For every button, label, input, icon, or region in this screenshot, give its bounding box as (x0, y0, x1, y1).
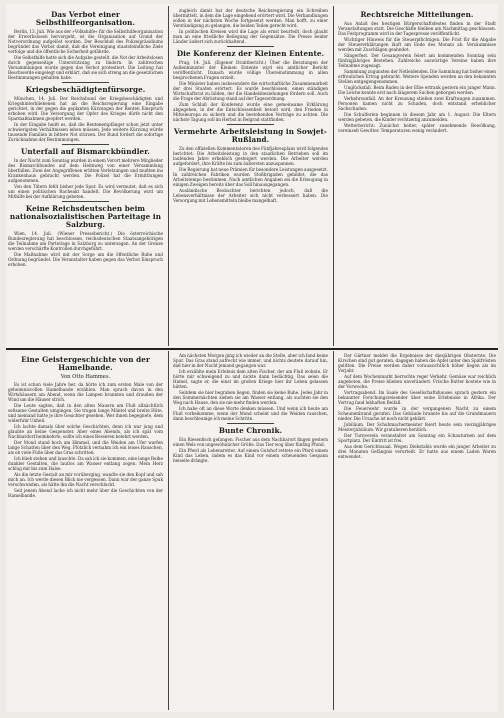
article-paragraph: Von den Tätern fehlt bisher jede Spur. Es wird vermutet, daß es sich um einen politischen Racheakt handelt. Die Bevölkerung wird um Mithilfe bei der Aufklärung gebeten. (8, 184, 163, 199)
article-separator (62, 201, 109, 202)
article-paragraph: Es ist schon viele Jahre her, da hörte ich zum ersten Male von der geheimnisvollen Hamelbande erzählen. Man sprach davon in den Wirtshäusern am Abend, wenn die Lampen brannten und draußen der Wind um die Häuser strich. (8, 382, 163, 402)
article-paragraph: Seit jenem Abend lache ich nicht mehr über die Geschichten von der Hamelbande. (8, 488, 163, 498)
article-separator (227, 423, 274, 424)
article-paragraph: Ausländische Beobachter berichten jedoch, daß die Lebensverhältnisse der Arbeiter sich nicht verbessert haben. Die Versorgung mit Lebensmitteln bleibe mangelhaft. (173, 188, 328, 203)
article-paragraph: Auf dem Wochenmarkt herrschte reger Verkehr. Gemüse war reichlich angeboten, die Preise blieben unverändert. Frische Butter kostete wie in der Vorwoche. (338, 374, 496, 389)
column-4 (8, 353, 163, 710)
article-paragraph: Zum Schluß der Konferenz wurde eine gemeinsame Erklärung abgegeben, in der die Entschlossenheit betont wird, den Frieden in Mitteleuropa zu sichern und die bestehenden Verträge zu achten. Die nächste Tagung soll im Herbst in Belgrad stattfinden. (173, 102, 328, 122)
column-divider (168, 351, 169, 710)
article-paragraph: Wien, 14. Juli. (Wiener Pressebericht.) Die österreichische Bundesregierung hat beschlossen, reichsdeutschen Staatsangehörigen die Teilnahme am Parteitage in Salzburg zu untersagen. An der Grenze werden verschärfte Kontrollen durchgeführt. (8, 231, 163, 251)
article-paragraph: Ich lachte damals über solche Geschichten, denn ich war jung und glaubte an keine Gespenster. Aber eines Abends, als ich spät vom Nachbardorf heimkehrte, sollte ich eines Besseren belehrt werden. (8, 424, 163, 439)
column-divider (333, 351, 334, 710)
article-paragraph: Ein Riesenfisch gefangen. Fischer aus dem Nachbarort fingen gestern einen Wels von ungewöhnlicher Größe. Das Tier wog über fünfzig Pfund. (173, 437, 328, 447)
article-paragraph: Prag, 14. Juli. (Eigener Drahtbericht.) Über die Beratungen der Außenminister der Kleinen Entente wird ein amtlicher Bericht veröffentlicht. Danach wurde völlige Übereinstimmung in allen besprochenen Fragen erzielt. (173, 60, 328, 80)
article-paragraph: Ein Pferd als Lebensretter. Auf einem Gutshof rettete ein Pferd einem Kind das Leben, indem es das Kind vor einem scheuenden Gespann beiseite drängte. (173, 448, 328, 463)
article-heading: Die Konferenz der Kleinen Entente. (176, 49, 325, 58)
article-heading: Vermehrte Arbeitsleistung in Sowjet-Rußland. (173, 127, 327, 144)
article-separator (62, 144, 109, 145)
column-6 (338, 353, 496, 710)
article-paragraph: Berlin, 13. Juli. Wie aus der »Volkshilfe« für die Selbsthilfeorganisation der Erwerbslosen hervorgeht, ist die Organisation auf Grund der Notverordnung aufgelöst worden. Der Beschluß des Polizeipräsidiums begründet das Verbot damit, daß die Vereinigung staatsfeindliche Ziele verfolge und die öffentliche Sicherheit gefährde. (8, 29, 163, 54)
article-paragraph: Sängerfest. Der Gesangverein feiert am kommenden Sonntag sein fünfzigjähriges Bestehen. Zahlreiche auswärtige Vereine haben ihre Teilnahme zugesagt. (338, 53, 496, 68)
article-paragraph: Der Mond stand hoch am Himmel, und die Weiden am Ufer warfen lange Schatten über den Weg. Plötzlich vernahm ich ein leises Rauschen, als ob viele Füße über das Gras schritten. (8, 440, 163, 455)
article-paragraph: Die Leute sagten, daß in den alten Mauern am Fluß allnächtlich seltsame Gestalten umgingen. Sie trugen lange Mäntel und breite Hüte, und niemand hatte je ihre Gesichter gesehen. Wer ihnen begegnete, dem widerfuhr Unheil. (8, 403, 163, 423)
article-heading: Rechtsreiche Mitteilungen. (360, 10, 474, 19)
article-paragraph: München, 14. Juli. Der Reichsbund der Kriegsbeschädigten und Kriegshinterbliebenen hat an die Reichsregierung eine Eingabe gerichtet, in der gegen die geplanten Kürzungen der Renten Einspruch erhoben wird. Die Versorgung der Opfer des Krieges dürfe nicht den Sparmaßnahmen geopfert werden. (8, 96, 163, 121)
article-paragraph: Ich erzählte mein Erlebnis dem alten Fischer, der am Fluß wohnte. Er hörte mir schweigend zu und nickte dann bedächtig. Das seien die Hamel, sagte er, die einst im großen Kriege hier ihr Leben gelassen hätten. (173, 369, 328, 389)
article-paragraph: In der Nacht zum Sonntag wurden in einem Vorort mehrere Mitglieder des Bismarckbundes auf dem Heimweg von einer Versammlung überfallen. Zwei der Angegriffenen erlitten Verletzungen und mußten ins Krankenhaus gebracht werden. Die Polizei hat die Ermittlungen aufgenommen. (8, 158, 163, 183)
article-paragraph: Die Minister haben insbesondere die wirtschaftliche Zusammenarbeit der drei Staaten erörtert. Es wurde beschlossen, einen ständigen Wirtschaftsrat zu bilden, der die Handelsbeziehungen fördern soll. Auch die Frage der Abrüstung stand auf der Tagesordnung. (173, 81, 328, 101)
newspaper-page (6, 4, 498, 712)
article-paragraph: Die Schulferien beginnen in diesem Jahr am 1. August. Die Eltern werden gebeten, die Kinder rechtzeitig anzumelden. (338, 112, 496, 122)
section-divider (6, 348, 498, 350)
article-separator (227, 46, 274, 47)
article-paragraph: Die Maßnahme wird mit der Sorge um die öffentliche Ruhe und Ordnung begründet. Die Veranstalter haben gegen das Verbot Einspruch erhoben. (8, 252, 163, 267)
article-paragraph: Die Feuerwehr wurde in der vergangenen Nacht zu einem Scheunenbrand gerufen. Das Gebäude brannte bis auf die Grundmauern nieder. Die Ursache ist noch nicht geklärt. (338, 406, 496, 421)
article-paragraph: Aus Anlaß des heutigen Bürgerschaftsfestes finden in der Stadt Veranstaltungen statt. Die Geschäfte bleiben am Nachmittag geschlossen. Das Festprogramm wird in der Tagespresse veröffentlicht. (338, 21, 496, 36)
article-paragraph: zugleich damit hat der deutsche Reichsregierung ein Schreiben übermittelt, in dem die Lage eingehend erörtert wird. Die Verhandlungen sollen in der nächsten Woche fortgesetzt werden. Man hofft, zu einer Verständigung zu gelangen, die beiden Teilen gerecht wird. (173, 8, 328, 28)
article-separator (62, 82, 109, 83)
article-paragraph: Zu den offiziellen Kommentatoren des Fünfjahresplans wird folgendes berichtet: Die Arbeitsleistung in den staatlichen Betrieben soll im laufenden Jahre erheblich gesteigert werden. Die Arbeiter werden aufgefordert, ihre Kräfte bis zum äußersten anzuspannen. (173, 146, 328, 166)
article-heading: Das Verbot einer Selbsthilfeorganisation. (35, 10, 136, 27)
column-5 (173, 353, 328, 710)
article-paragraph: Jubiläum. Der Schuhmachermeister feiert heute sein vierzigjähriges Meisterjubiläum. Wir gratulieren herzlich. (338, 422, 496, 432)
column-1 (8, 8, 163, 346)
column-2 (173, 8, 328, 346)
column-divider (168, 6, 169, 346)
article-paragraph: Am nächsten Morgen ging ich wieder an die Stelle, aber ich fand keine Spur. Das Gras stand aufrecht wie immer, und nichts deutete darauf hin, daß hier in der Nacht jemand gegangen war. (173, 353, 328, 368)
article-paragraph: Die Selbsthilfe hatte sich die Aufgabe gestellt, die Not der Arbeitslosen durch gegenseitige Unterstützung zu lindern. In zahlreichen Versammlungen wurde gegen das Verbot protestiert. Die Leitung hat Beschwerde eingelegt und erklärt, daß sie sich streng an die gesetzlichen Bestimmungen gehalten habe. (8, 55, 163, 80)
article-paragraph: Vortragsabend. Im Saale des Gesellschaftshauses sprach gestern ein bekannter Forschungsreisender über seine Erlebnisse in Afrika. Der Vortrag fand lebhaften Beifall. (338, 390, 496, 405)
article-paragraph: Wetterbericht: Zunächst heiter, später zunehmende Bewölkung, vereinzelt Gewitter. Temperaturen wenig verändert. (338, 123, 496, 133)
article-heading: Kriegsbeschädigtenfürsorge. (25, 85, 146, 94)
article-paragraph: Ich habe oft an diese Worte denken müssen. Und wenn ich heute am Fluß vorbeikomme, wenn der Mond scheint und die Weiden rauschen, dann beschleunige ich meine Schritte. (173, 406, 328, 421)
article-paragraph: Als die letzte Gestalt an mir vorüberging, wandte sie den Kopf und sah mich an. Ich werde diesen Blick nie vergessen. Dann war der ganze Spuk verschwunden, als hätte ihn die Nacht verschluckt. (8, 472, 163, 487)
article-paragraph: Aus dem Gerichtssaal. Wegen Diebstahls wurde ein junger Arbeiter zu drei Monaten Gefängnis verurteilt. Er hatte aus einem Laden Waren entwendet. (338, 444, 496, 459)
article-heading: Eine Geistergeschichte von der Hamelbande. (21, 355, 150, 372)
article-heading: Bunte Chronik. (218, 426, 283, 435)
article-heading: Keine Reichsdeutschen beim nationalsozialistischen Parteitage in Salzburg. (9, 204, 162, 229)
article-paragraph: Sammlung zugunsten der Notleidenden. Die Sammlung hat bisher einen erfreulichen Ertrag gebracht. Weitere Spenden werden an den bekannten Stellen entgegengenommen. (338, 69, 496, 84)
column-divider (333, 6, 334, 346)
article-paragraph: Seitdem sie hier begraben liegen, finden sie keine Ruhe. Jedes Jahr in den Sommernächten ziehen sie am Wasser entlang, als suchten sie den Weg nach Hause, den sie nie mehr finden werden. (173, 390, 328, 405)
article-paragraph: Wichtiger Hinweis für die Steuerpflichtigen. Die Frist für die Abgabe der Steuererklärungen läuft am Ende des Monats ab. Versäumnisse werden mit Zuschlägen geahndet. (338, 37, 496, 52)
article-paragraph: Verkehrsunfall. An der Kreuzung stießen zwei Kraftwagen zusammen. Personen kamen nicht zu Schaden, doch entstand erheblicher Sachschaden. (338, 96, 496, 111)
article-heading: Unterfall auf Bismarckbündler. (20, 147, 151, 156)
article-paragraph: Der Gärtner meldet die Ergebnisse der diesjährigen Obsternte. Die Kirschen sind gut geraten, dagegen haben die Äpfel unter den Spätfrösten gelitten. Die Preise werden daher voraussichtlich höher liegen als im Vorjahr. (338, 353, 496, 373)
article-paragraph: Der Turnverein veranstaltet am Sonntag ein Schauturnen auf dem Sportplatz. Der Eintritt ist frei. (338, 433, 496, 443)
article-separator (227, 124, 274, 125)
column-3 (338, 8, 496, 346)
article-paragraph: Ich blieb stehen und lauschte. Da sah ich sie kommen, eine lange Reihe dunkler Gestalten, die lautlos am Wasser entlang zogen. Mein Herz schlug mir bis zum Halse. (8, 456, 163, 471)
article-byline: Von Otto Hammes. (60, 374, 111, 380)
article-paragraph: Die Regierung hat neue Prämien für besondere Leistungen ausgesetzt. In zahlreichen Fabriken wurden Stoßbrigaden gebildet, die das Arbeitstempo bestimmen. Nach amtlichen Angaben sei die Erzeugung in einigen Zweigen bereits über das Soll hinausgegangen. (173, 167, 328, 187)
article-paragraph: In der Eingabe heißt es, daß die Rentenempfänger schon jetzt unter schwierigsten Verhältnissen leben müssen. Jede weitere Kürzung würde tausende Familien in bittere Not stürzen. Der Bund fordert die sofortige Zurücknahme der Bestimmungen. (8, 122, 163, 142)
article-paragraph: In politischen Kreisen wird die Lage als ernst beurteilt, doch glaubt man an eine friedliche Beilegung der Gegensätze. Die Presse beider Länder äußert sich zurückhaltend. (173, 29, 328, 44)
article-paragraph: Unglücksfall. Beim Baden in der Elbe ertrank gestern ein junger Mann. Die Leiche konnte erst nach längerem Suchen geborgen werden. (338, 85, 496, 95)
